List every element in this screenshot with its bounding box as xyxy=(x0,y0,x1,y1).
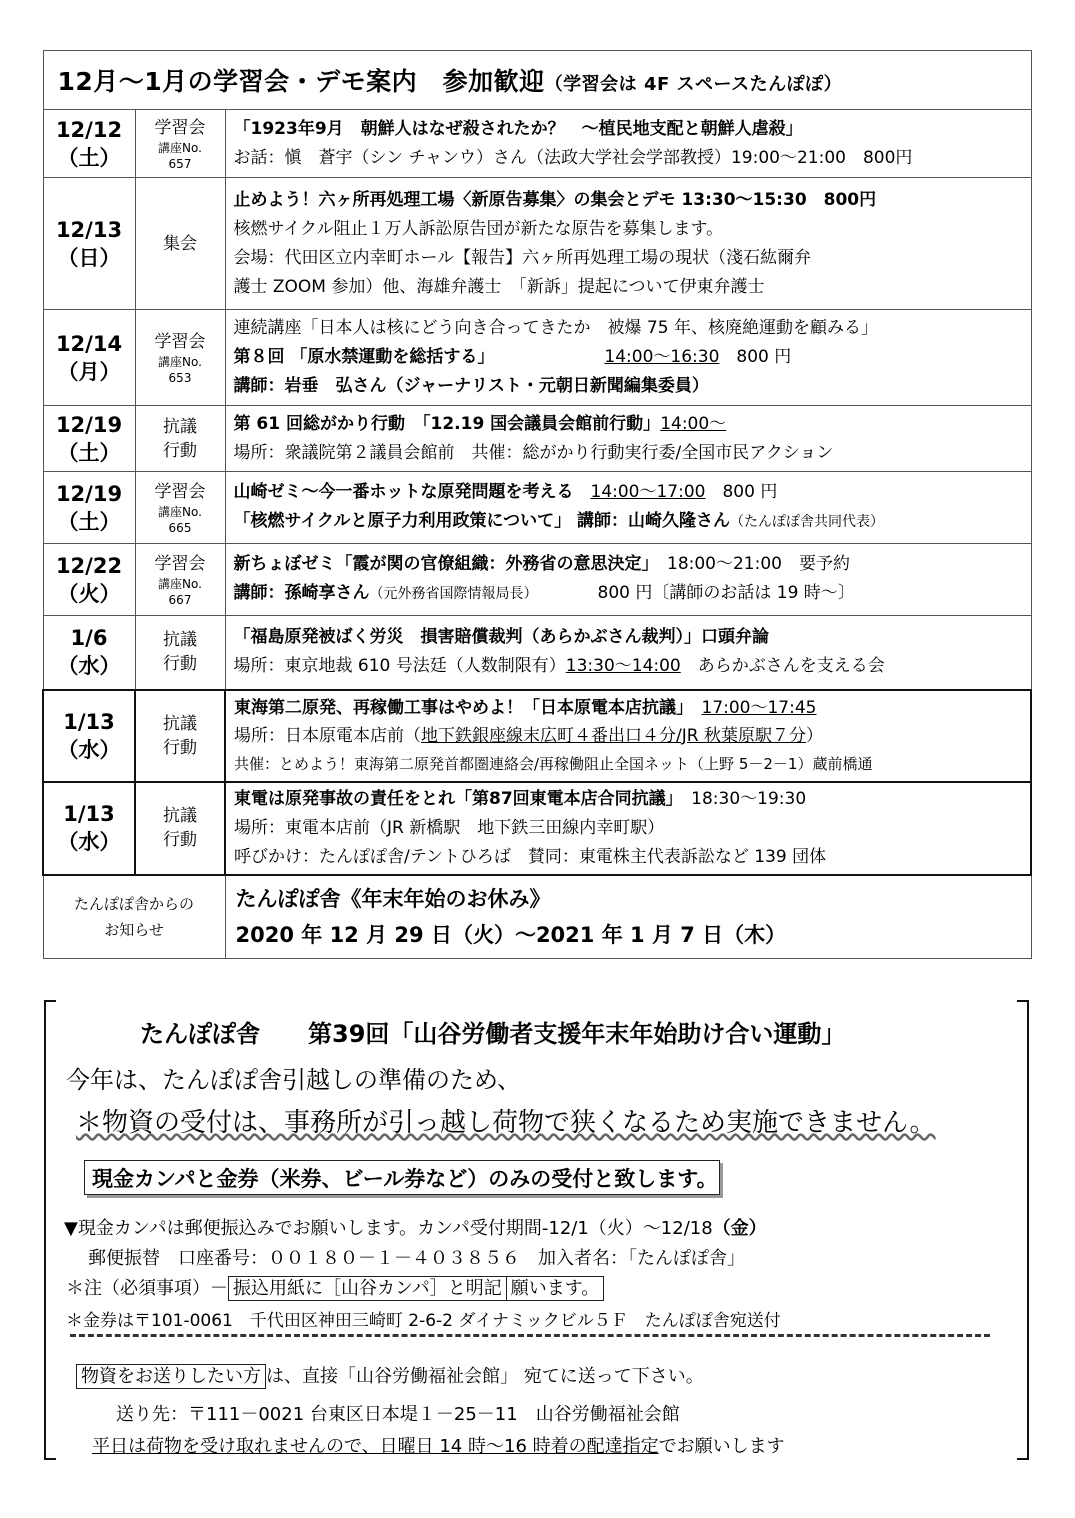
donation-line xyxy=(64,1214,767,1240)
campaign-title: たんぽぽ舎 第39回「山谷労働者支援年末年始助け合い運動」 xyxy=(140,1020,846,1048)
weekday-text: （土） xyxy=(57,440,121,465)
event-details xyxy=(225,178,1031,310)
course-label: 講座No. xyxy=(158,140,202,155)
event-organizer: 共催：とめよう！東海第二原発首都圏連絡会/再稼働阻止全国ネット（上野 5－2－1）蔵前橋通 xyxy=(234,754,873,773)
event-row xyxy=(43,544,1031,616)
campaign-headline: ＊物資の受付は、事務所が引っ越し荷物で狭くなるため実施できません。 xyxy=(76,1108,936,1138)
date-text: 12/14 xyxy=(55,331,123,356)
event-date xyxy=(43,616,135,690)
event-row xyxy=(43,406,1031,472)
event-time: 18:30～19:30 xyxy=(691,788,807,809)
event-time: 13:30～14:00 xyxy=(565,656,681,677)
course-number: 665 xyxy=(168,520,192,535)
weekday-text: （火） xyxy=(57,581,121,606)
type-text: 抗議 xyxy=(163,713,197,734)
type-text: 抗議 xyxy=(163,806,197,826)
event-title: 東海第二原発、再稼働工事はやめよ！「日本原電本店抗議」 xyxy=(234,697,685,718)
type-text: 行動 xyxy=(163,440,197,461)
event-line: 核燃サイクル阻止１万人訴訟原告団が新たな原告を募集します。 xyxy=(233,218,724,239)
event-location-end: ） xyxy=(805,725,823,746)
event-subtitle: 「核燃サイクルと原子力利用政策について」 講師：山崎久隆さん xyxy=(233,511,731,531)
event-details xyxy=(225,472,1031,544)
speaker-affiliation: （元外務省国際情報局長） xyxy=(369,586,538,602)
event-type xyxy=(135,178,225,310)
event-date xyxy=(43,690,135,782)
event-fee: 800 円 xyxy=(736,347,792,367)
event-row xyxy=(43,310,1031,406)
event-type xyxy=(135,544,225,616)
event-type xyxy=(135,782,225,875)
event-details xyxy=(225,782,1031,875)
speaker-affiliation: （たんぽぽ舎共同代表） xyxy=(730,514,885,530)
type-text: 学習会 xyxy=(154,553,206,574)
event-row xyxy=(43,782,1031,875)
event-line: 場所：衆議院第２議員会館前 共催：総がかり行動実行委/全国市民アクション xyxy=(233,442,834,463)
event-title: 東電は原発事故の責任をとれ「第87回東電本店合同抗議」 xyxy=(234,788,675,809)
required-note-prefix: ＊注（必須事項）－ xyxy=(66,1278,228,1299)
event-time: 14:00～16:30 xyxy=(604,347,720,367)
donation-text: ▼現金カンパは郵便振込みでお願いします。カンパ受付期間-12/1（火）～12/18 xyxy=(64,1218,713,1239)
event-time: 17:00～17:45 xyxy=(701,697,817,718)
type-text: 抗議 xyxy=(163,416,197,437)
type-text: 行動 xyxy=(163,737,197,758)
event-type xyxy=(135,616,225,690)
event-details xyxy=(225,544,1031,616)
date-text: 12/19 xyxy=(55,412,123,437)
type-text: 抗議 xyxy=(163,630,197,651)
type-text: 学習会 xyxy=(154,481,206,502)
event-speaker: 講師：岩垂 弘さん（ジャーナリスト・元朝日新聞編集委員） xyxy=(233,376,709,396)
goods-text: は、直接「山谷労働福祉会館」 宛てに送って下さい。 xyxy=(266,1366,704,1387)
event-date xyxy=(43,406,135,472)
shipping-address: 送り先：〒111－0021 台東区日本堤１－25－11 山谷労働福祉会館 xyxy=(116,1404,680,1425)
boxed-notice: 現金カンパと金券（米券、ビール券など）のみの受付と致します。 xyxy=(92,1167,718,1191)
date-text: 12/19 xyxy=(55,481,123,506)
date-text: 12/22 xyxy=(55,553,123,578)
event-fee: 800 円 xyxy=(722,482,778,502)
goods-line xyxy=(76,1362,704,1388)
event-location: 場所：東京地裁 610 号法廷（人数制限有） xyxy=(233,656,566,677)
course-number: 657 xyxy=(168,156,192,171)
required-note-highlight: 振込用紙に［山谷カンパ］と明記 xyxy=(228,1276,507,1301)
delivery-note xyxy=(92,1432,785,1458)
event-location: 場所：日本原電本店前（ xyxy=(234,725,421,746)
event-details xyxy=(225,690,1031,782)
event-title: 止めよう！六ヶ所再処理工場〈新原告募集〉の集会とデモ 13:30～15:30 800円 xyxy=(233,189,877,210)
campaign-intro: 今年は、たんぽぽ舎引越しの準備のため、 xyxy=(66,1066,522,1094)
notice-row xyxy=(43,875,1031,959)
required-note-line xyxy=(66,1274,604,1300)
event-type xyxy=(135,690,225,782)
event-speaker: 講師：孫崎享さん xyxy=(233,583,370,603)
holiday-dates: 2020 年 12 月 29 日（火）～2021 年 1 月 7 日（木） xyxy=(235,922,787,947)
weekday-text: （日） xyxy=(57,245,121,270)
delivery-note-end: でお願いします xyxy=(658,1436,785,1457)
event-title: 山崎ゼミ～今一番ホットな原発問題を考える xyxy=(233,482,574,502)
event-type xyxy=(135,472,225,544)
event-type xyxy=(135,310,225,406)
date-text: 12/13 xyxy=(55,217,123,242)
event-details xyxy=(225,310,1031,406)
type-text: 行動 xyxy=(163,654,197,675)
event-organizer: 呼びかけ：たんぽぽ舎/テントひろば 賛同：東電株主代表訴訟など 139 団体 xyxy=(234,846,827,867)
event-line: 会場：代田区立内幸町ホール【報告】六ヶ所再処理工場の現状（淺石紘爾弁 xyxy=(233,247,812,268)
event-line: 連続講座「日本人は核にどう向き合ってきたか 被爆 75 年、核廃絶運動を顧みる」 xyxy=(233,318,878,338)
event-title: 新ちょぼゼミ「霞が関の官僚組織：外務省の意思決定」 xyxy=(233,554,650,574)
event-title: 第 61 回総がかり行動 「12.19 国会議員会館前行動」 xyxy=(233,413,661,434)
event-line: 護士 ZOOM 参加）他、海雄弁護士 「新訴」提起について伊東弁護士 xyxy=(233,276,765,297)
course-label: 講座No. xyxy=(158,354,202,369)
event-date xyxy=(43,110,135,178)
event-row xyxy=(43,616,1031,690)
weekday-text: （月） xyxy=(57,359,121,384)
weekday-text: （土） xyxy=(57,145,121,170)
weekday-text: （水） xyxy=(57,654,121,679)
event-date xyxy=(43,472,135,544)
event-row xyxy=(43,110,1031,178)
event-row xyxy=(43,472,1031,544)
event-details xyxy=(225,406,1031,472)
event-location: 場所：東電本店前（JR 新橋駅 地下鉄三田線内幸町駅） xyxy=(234,817,665,838)
event-time: 18:00～21:00 要予約 xyxy=(667,554,850,574)
event-row xyxy=(43,178,1031,310)
page-subtitle: （学習会は 4F スペースたんぽぽ） xyxy=(544,74,843,95)
right-bracket xyxy=(1017,1000,1029,1460)
date-text: 1/13 xyxy=(63,802,115,826)
type-text: 集会 xyxy=(163,233,197,254)
type-text: 学習会 xyxy=(154,331,206,352)
left-bracket xyxy=(44,1000,56,1460)
schedule-title xyxy=(43,51,1031,110)
event-details xyxy=(225,110,1031,178)
holiday-title: たんぽぽ舎《年末年始のお休み》 xyxy=(235,886,551,911)
event-date xyxy=(43,544,135,616)
date-text: 1/6 xyxy=(70,626,108,651)
event-type xyxy=(135,406,225,472)
event-line: お話：愼 蒼宇（シン チャンウ）さん（法政大学社会学部教授）19:00～21:00 800円 xyxy=(233,147,913,168)
notice-label xyxy=(43,875,225,959)
event-title: 「1923年9月 朝鮮人はなぜ殺されたか？ ～植民地支配と朝鮮人虐殺」 xyxy=(233,118,803,139)
notice-label-line: たんぽぽ舎からの xyxy=(73,894,194,913)
goods-highlight: 物資をお送りしたい方 xyxy=(76,1364,266,1389)
event-title: 第８回 「原水禁運動を総括する」 xyxy=(233,347,495,367)
event-fee: 800 円〔講師のお話は 19 時～〕 xyxy=(597,583,855,603)
event-date xyxy=(43,310,135,406)
event-details xyxy=(225,616,1031,690)
postal-transfer-line: 郵便振替 口座番号：００１８０－１－４０３８５６ 加入者名：「たんぽぽ舎」 xyxy=(88,1248,745,1269)
event-title: 「福島原発被ばく労災 損害賠償裁判（あらかぶさん裁判）」口頭弁論 xyxy=(233,627,769,648)
date-text: 12/12 xyxy=(55,117,123,142)
course-label: 講座No. xyxy=(158,576,202,591)
event-date xyxy=(43,178,135,310)
notice-label-line: お知らせ xyxy=(104,920,164,939)
notice-body xyxy=(225,875,1031,959)
weekday-text: （水） xyxy=(57,737,121,762)
schedule-table xyxy=(42,50,1032,959)
event-date xyxy=(43,782,135,875)
date-text: 1/13 xyxy=(63,709,115,734)
event-time: 14:00～ xyxy=(660,413,727,434)
event-type xyxy=(135,110,225,178)
event-time: 14:00～17:00 xyxy=(590,482,706,502)
page-title: 12月～1月の学習会・デモ案内 参加歓迎 xyxy=(57,67,545,96)
voucher-address-line: ＊金券は〒101-0061 千代田区神田三崎町 2-6-2 ダイナミックビル５Ｆ たんぽぽ舎宛送付 xyxy=(66,1311,781,1331)
delivery-note-underlined: 平日は荷物を受け取れませんので、日曜日 14 時～16 時着の配達指定 xyxy=(92,1436,659,1457)
required-note-suffix: 願います。 xyxy=(507,1276,605,1301)
course-number: 653 xyxy=(168,370,192,385)
type-text: 行動 xyxy=(163,830,197,850)
course-number: 667 xyxy=(168,592,192,607)
course-label: 講座No. xyxy=(158,504,202,519)
event-organizer: あらかぶさんを支える会 xyxy=(697,656,885,677)
weekday-text: （土） xyxy=(57,509,121,534)
dashed-divider xyxy=(70,1334,990,1337)
type-text: 学習会 xyxy=(154,117,206,138)
weekday-text: （水） xyxy=(57,830,121,854)
donation-end-day: （金） xyxy=(712,1218,767,1239)
event-access: 地下鉄銀座線末広町４番出口４分/JR 秋葉原駅７分 xyxy=(421,725,806,746)
event-row xyxy=(43,690,1031,782)
